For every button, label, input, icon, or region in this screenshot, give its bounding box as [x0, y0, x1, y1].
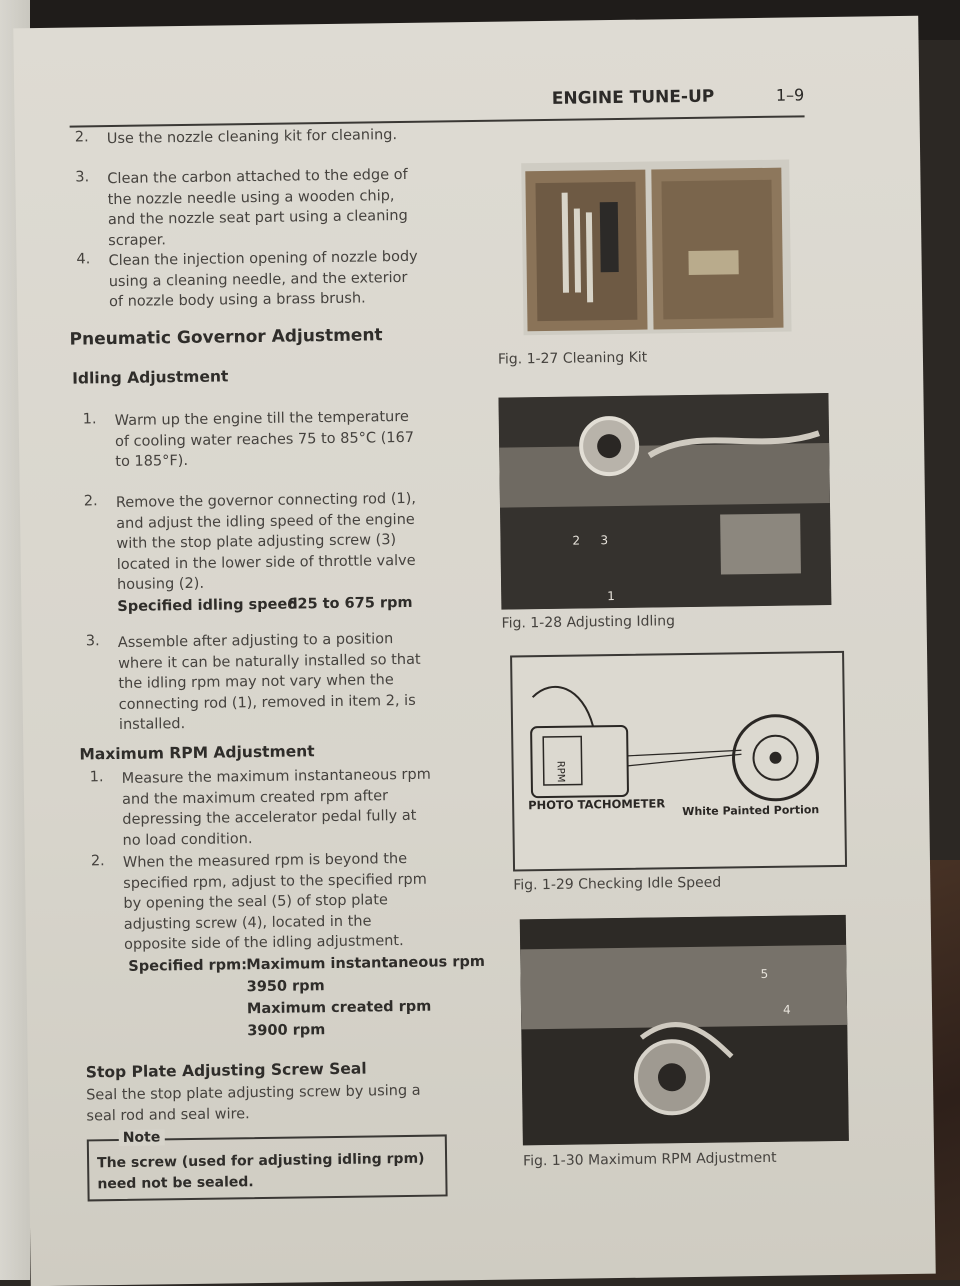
- section-title: Pneumatic Governor Adjustment: [69, 325, 383, 350]
- note-text: The screw (used for adjusting idling rpm) need not be sealed.: [97, 1150, 425, 1192]
- max-rpm-spec-line: Maximum created rpm: [246, 998, 432, 1018]
- page-number: 1–9: [775, 85, 805, 105]
- figure-label: 1: [607, 589, 615, 604]
- max-rpm-spec-line: Maximum instantaneous rpm: [246, 953, 486, 974]
- step-number: 3.: [75, 169, 90, 186]
- step-text: Clean the carbon attached to the edge of the nozzle needle using a wooden chip, and the nozzle seat part using a cleaning scraper.: [107, 166, 408, 249]
- step-number: 2.: [83, 493, 98, 510]
- step-text: Assemble after adjusting to a position where it can be naturally installed so that the idling rpm may not vary when the connecting rod (1), removed in item 2, is installed.: [117, 631, 421, 733]
- idling-title: Idling Adjustment: [72, 367, 229, 388]
- step-text: Use the nozzle cleaning kit for cleaning.: [106, 127, 398, 148]
- idling-spec-value: 625 to 675 rpm: [287, 594, 413, 613]
- figure-label: 2: [572, 533, 581, 548]
- step-text: Remove the governor connecting rod (1), and adjust the idling speed of the engine with the stop plate adjusting screw (3) located in the lower side of throttle valve housing (2).: [115, 490, 417, 593]
- idling-spec-label: Specified idling speed: [117, 596, 298, 615]
- cleaning-kit-photo: [521, 160, 791, 336]
- step-number: 1.: [89, 769, 104, 786]
- figure-maximum-rpm: [520, 915, 849, 1146]
- max-rpm-spec-line: 3950 rpm: [246, 978, 325, 996]
- figure-label: 5: [760, 966, 769, 982]
- max-rpm-title: Maximum RPM Adjustment: [79, 742, 315, 764]
- figure-label: 3: [600, 533, 609, 548]
- figure-checking-idle-speed: [510, 651, 847, 872]
- engine-photo-idling: [498, 393, 831, 610]
- max-rpm-spec-label: Specified rpm:: [128, 957, 248, 975]
- step-number: 2.: [74, 129, 89, 146]
- figure-caption: Fig. 1-28 Adjusting Idling: [501, 613, 676, 632]
- figure-cleaning-kit: [521, 160, 791, 336]
- engine-photo-max-rpm: [520, 915, 849, 1146]
- meter-label: RPM: [554, 760, 566, 783]
- white-portion-label: White Painted Portion: [682, 803, 820, 819]
- figure-label: 4: [782, 1002, 791, 1017]
- step-number: 1.: [82, 411, 97, 428]
- note-box: [87, 1129, 448, 1201]
- step-text: Clean the injection opening of nozzle body using a cleaning needle, and the exterior of nozzle body using a brass brush.: [108, 248, 418, 311]
- step-number: 3.: [85, 633, 100, 650]
- seal-text: Seal the stop plate adjusting screw by using a seal rod and seal wire.: [86, 1082, 421, 1124]
- page-header: [69, 85, 804, 127]
- figure-caption: Fig. 1-30 Maximum RPM Adjustment: [523, 1149, 777, 1170]
- max-rpm-spec-line: 3900 rpm: [247, 1022, 326, 1040]
- tachometer-drawing: [512, 653, 845, 870]
- step-text: When the measured rpm is beyond the specified rpm, adjust to the specified rpm by opening the seal (5) of stop plate adjusting screw (4), located in the opposite side of the idling adjustment.: [122, 850, 427, 953]
- header-title: ENGINE TUNE-UP: [551, 86, 715, 109]
- tach-label: PHOTO TACHOMETER: [528, 796, 666, 813]
- step-text: Measure the maximum instantaneous rpm and the maximum created rpm after depressing the accelerator pedal fully at no load condition.: [121, 766, 431, 849]
- step-number: 2.: [90, 853, 105, 870]
- step-text: Warm up the engine till the temperature of cooling water reaches 75 to 85°C (167 to 185°F).: [114, 408, 415, 470]
- note-label: Note: [119, 1129, 165, 1146]
- seal-title: Stop Plate Adjusting Screw Seal: [85, 1059, 367, 1082]
- manual-page: [13, 16, 935, 1286]
- step-number: 4.: [76, 251, 91, 268]
- figure-caption: Fig. 1-27 Cleaning Kit: [497, 349, 648, 368]
- figure-adjusting-idling: [498, 393, 831, 610]
- figure-caption: Fig. 1-29 Checking Idle Speed: [513, 874, 722, 894]
